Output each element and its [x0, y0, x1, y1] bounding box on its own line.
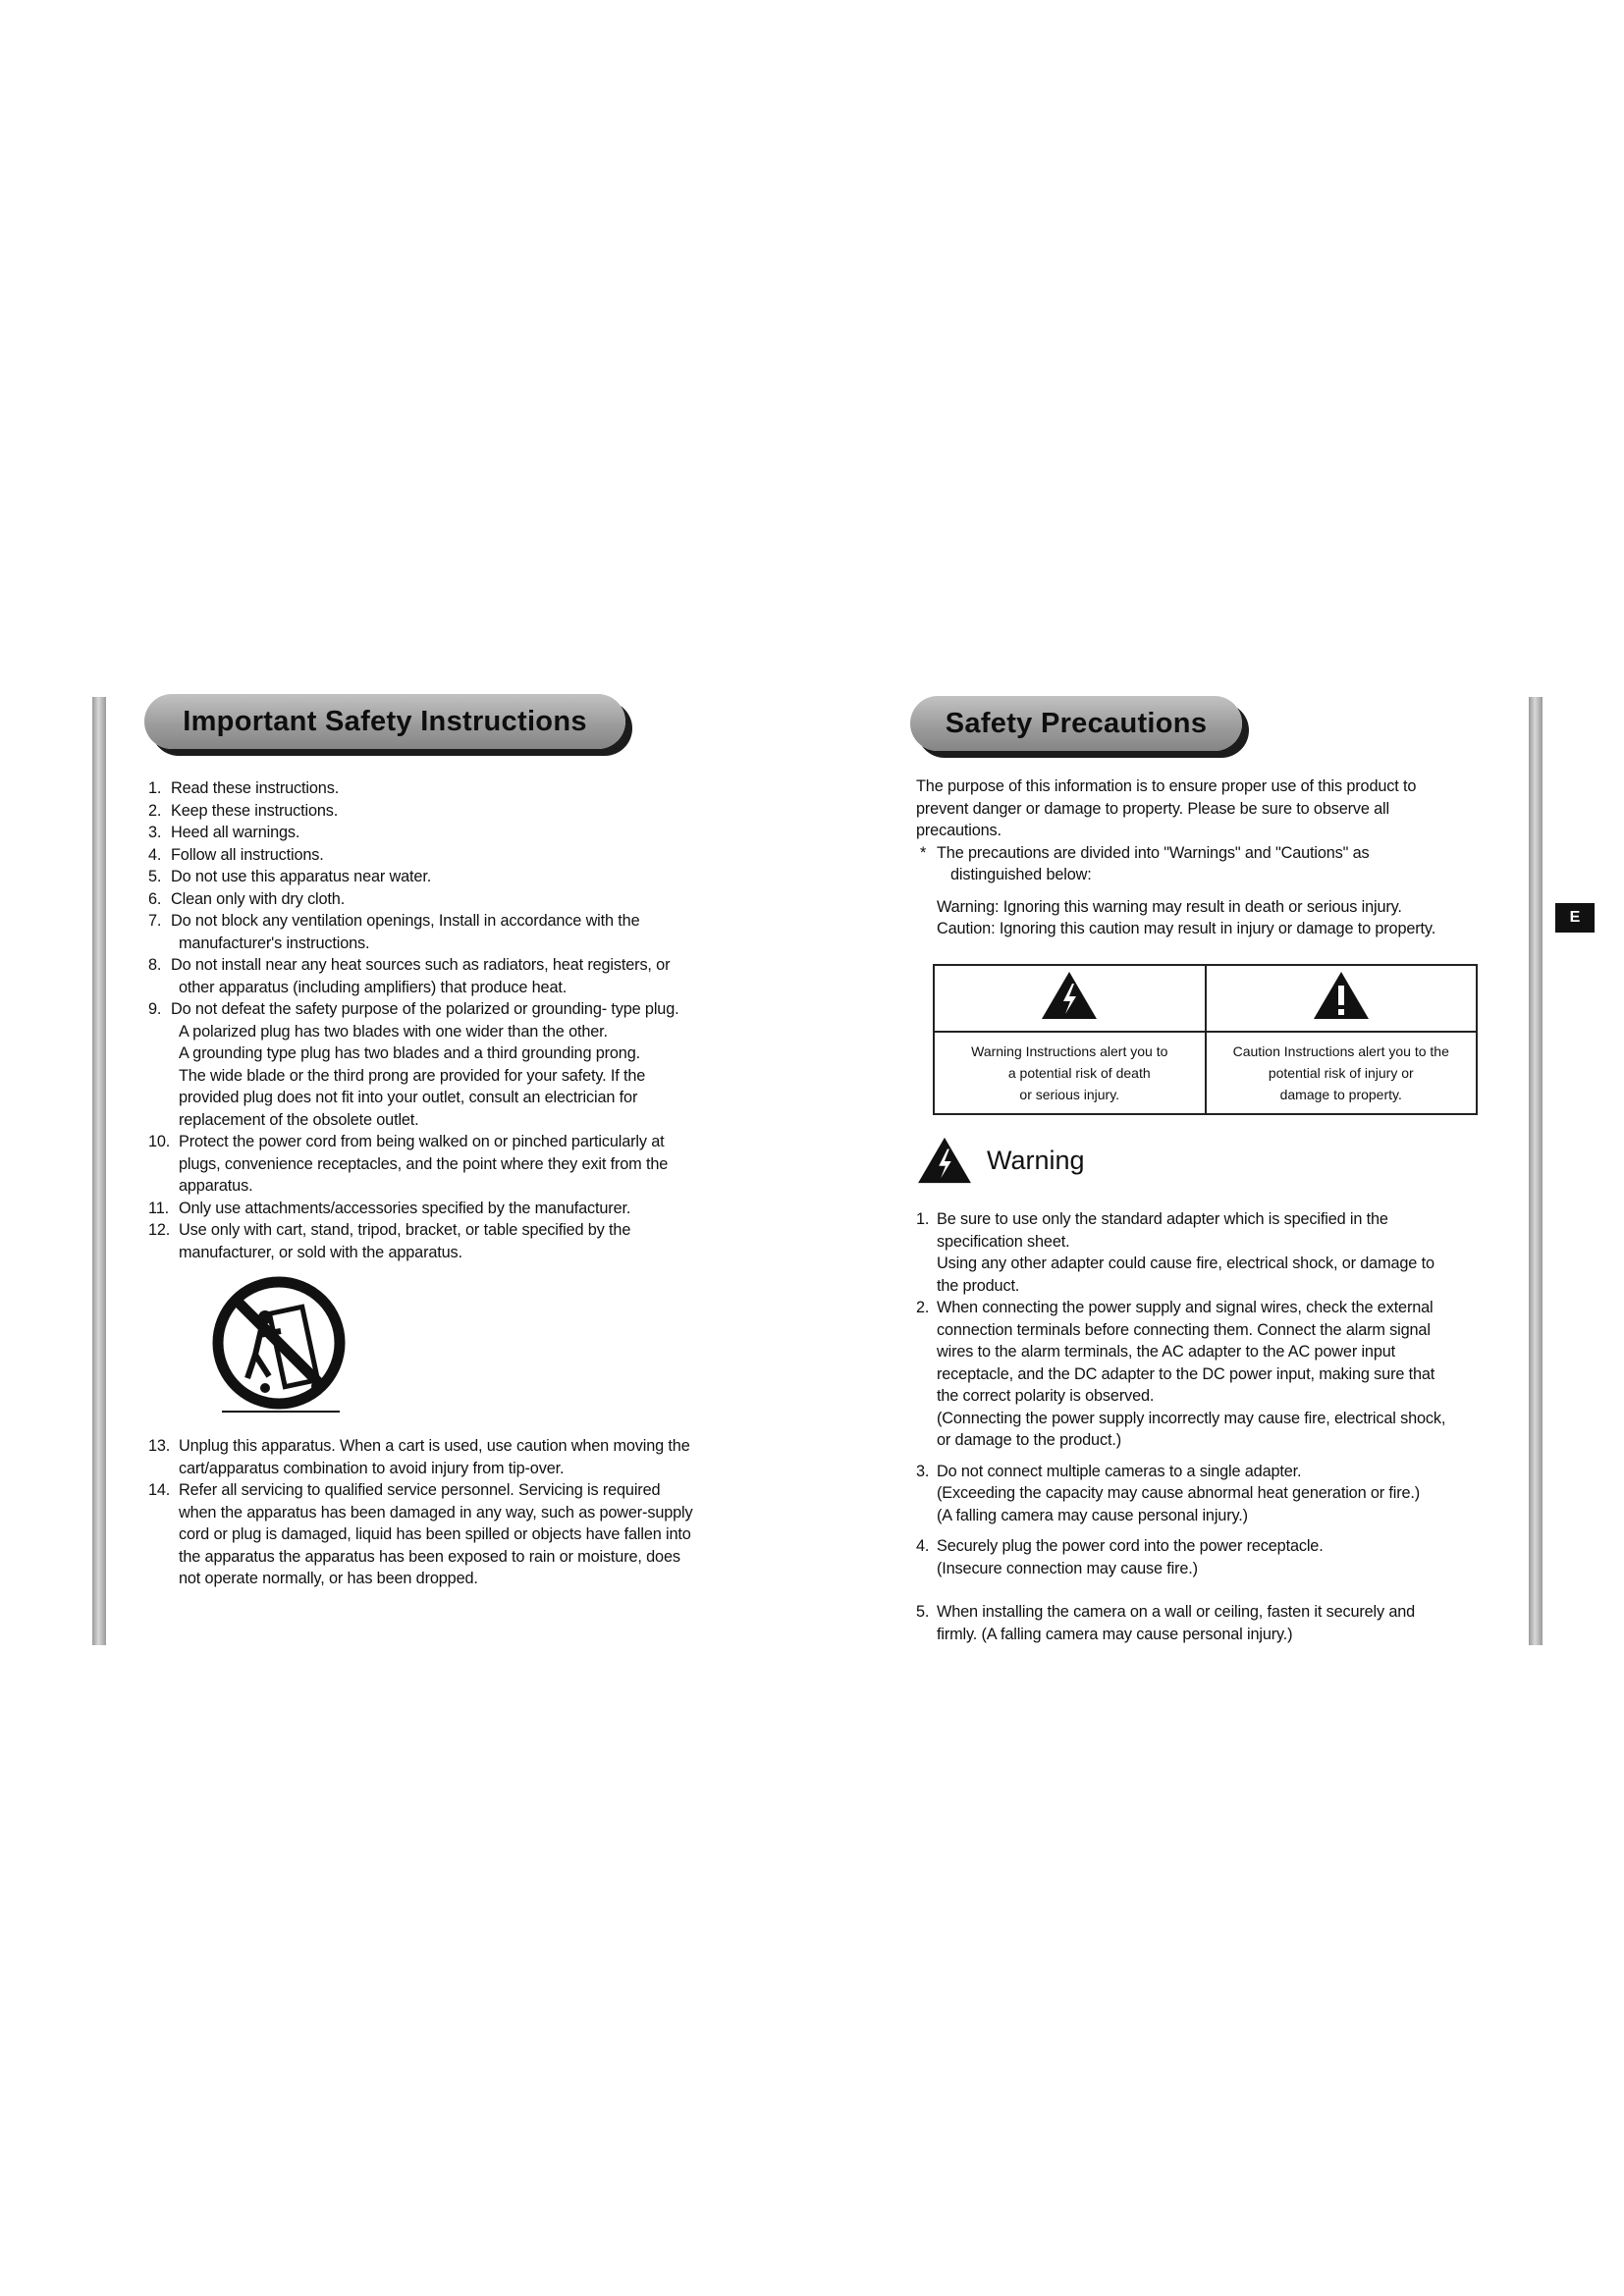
- warning-sign-cell: [934, 965, 1206, 1032]
- list-item-continuation: when the apparatus has been damaged in any way, such as power-supply: [179, 1503, 693, 1522]
- list-item: [916, 1535, 1505, 1579]
- note-asterisk: *: [920, 843, 927, 862]
- list-item-number: 4.: [148, 845, 162, 864]
- list-item-number: 1.: [148, 779, 162, 797]
- list-item-text: Be sure to use only the standard adapter which is specified in the: [937, 1210, 1388, 1228]
- list-item-number: 2.: [148, 801, 162, 820]
- list-item-number: 5.: [148, 868, 162, 885]
- list-item: [148, 800, 737, 823]
- intro-line: The purpose of this information is to ensure proper use of this product to: [916, 777, 1417, 795]
- list-item-text: (Connecting the power supply incorrectly may cause fire, electrical shock,: [937, 1409, 1446, 1427]
- list-item-number: 11.: [148, 1199, 169, 1217]
- list-item-text: Do not install near any heat sources such as radiators, heat registers, or: [171, 956, 671, 974]
- list-item: [916, 1461, 1505, 1527]
- list-item-text: connection terminals before connecting them. Connect the alarm signal: [937, 1320, 1431, 1339]
- note-line: distinguished below:: [950, 866, 1092, 883]
- list-item: [148, 1435, 737, 1479]
- electric-shock-warning-icon: [1040, 970, 1099, 1021]
- left-section-title: Important Safety Instructions: [144, 694, 625, 749]
- list-item: [148, 777, 737, 800]
- list-item-continuation: A grounding type plug has two blades and a third grounding prong.: [179, 1044, 640, 1062]
- list-item-text: Keep these instructions.: [171, 801, 339, 820]
- list-item-continuation: other apparatus (including amplifiers) that produce heat.: [179, 978, 568, 996]
- list-item-text: specification sheet.: [937, 1232, 1070, 1251]
- cart-tip-over-warning-icon: [208, 1276, 355, 1415]
- list-item-number: 1.: [916, 1210, 930, 1228]
- list-item-number: 6.: [148, 889, 162, 908]
- list-item-number: 5.: [916, 1603, 930, 1621]
- list-item-text: Do not block any ventilation openings, Install in accordance with the: [171, 912, 640, 930]
- list-item: [148, 822, 737, 844]
- list-item-text: When installing the camera on a wall or ceiling, fasten it securely and: [937, 1603, 1416, 1621]
- warning-list: [916, 1208, 1505, 1645]
- list-item-number: 3.: [916, 1462, 930, 1480]
- list-item-text: the product.: [937, 1276, 1020, 1295]
- list-item-text: Do not use this apparatus near water.: [171, 868, 432, 885]
- list-item-text: Securely plug the power cord into the power receptacle.: [937, 1537, 1324, 1555]
- list-item: [916, 1601, 1505, 1645]
- list-item: [148, 998, 737, 1131]
- list-item: [916, 1297, 1505, 1452]
- list-item: [916, 1208, 1505, 1297]
- intro-line: precautions.: [916, 822, 1001, 839]
- list-item-continuation: plugs, convenience receptacles, and the point where they exit from the: [179, 1154, 669, 1173]
- list-item: [148, 910, 737, 954]
- list-item-number: 14.: [148, 1481, 171, 1499]
- warning-sign-text: Warning Instructions alert you to a potential risk of death or serious injury.: [934, 1032, 1206, 1114]
- list-item: [148, 1219, 737, 1263]
- list-item: [148, 1198, 737, 1220]
- list-item-text: Follow all instructions.: [171, 845, 324, 864]
- warning-heading: [916, 1136, 1085, 1185]
- safety-instructions-list-b: [148, 1435, 737, 1590]
- intro-line: prevent danger or damage to property. Please be sure to observe all: [916, 799, 1389, 818]
- list-item: [148, 866, 737, 888]
- list-item-text: wires to the alarm terminals, the AC adapter to the AC power input: [937, 1343, 1396, 1361]
- list-item-continuation: cord or plug is damaged, liquid has been spilled or objects have fallen into: [179, 1525, 691, 1543]
- list-item-text: or damage to the product.): [937, 1431, 1121, 1449]
- safety-instructions-list-a: [148, 777, 737, 1263]
- list-item-number: 9.: [148, 1000, 162, 1018]
- list-item-text: (Insecure connection may cause fire.): [937, 1559, 1198, 1577]
- language-tab: E: [1555, 903, 1595, 933]
- list-item-text: Heed all warnings.: [171, 824, 300, 841]
- list-item-text: Use only with cart, stand, tripod, bracket, or table specified by the: [179, 1221, 631, 1239]
- list-item-continuation: cart/apparatus combination to avoid injury from tip-over.: [179, 1459, 565, 1477]
- exclamation-caution-icon: [1312, 970, 1371, 1021]
- note-line: The precautions are divided into "Warnings" and "Cautions" as: [937, 843, 1370, 862]
- list-item-continuation: A polarized plug has two blades with one wider than the other.: [179, 1022, 608, 1041]
- list-item-number: 12.: [148, 1221, 171, 1239]
- list-item-continuation: replacement of the obsolete outlet.: [179, 1110, 419, 1129]
- list-item-continuation: manufacturer's instructions.: [179, 934, 370, 952]
- list-item-text: When connecting the power supply and signal wires, check the external: [937, 1299, 1434, 1316]
- list-item-continuation: The wide blade or the third prong are provided for your safety. If the: [179, 1066, 646, 1085]
- list-item-text: Refer all servicing to qualified service personnel. Servicing is required: [179, 1481, 661, 1499]
- list-item-text: firmly. (A falling camera may cause personal injury.): [937, 1625, 1293, 1643]
- warning-caution-signs-table: [933, 964, 1478, 1115]
- list-item-number: 3.: [148, 824, 162, 841]
- electric-shock-warning-icon: [916, 1136, 973, 1185]
- list-item-number: 7.: [148, 912, 162, 930]
- list-item-text: Only use attachments/accessories specified by the manufacturer.: [179, 1199, 631, 1217]
- list-item-number: 2.: [916, 1299, 930, 1316]
- caution-sign-text: Caution Instructions alert you to the potential risk of injury or damage to property.: [1206, 1032, 1478, 1114]
- list-item-text: Protect the power cord from being walked on or pinched particularly at: [179, 1133, 665, 1150]
- list-item-number: 13.: [148, 1437, 171, 1455]
- list-item-text: the correct polarity is observed.: [937, 1387, 1155, 1405]
- list-item-text: Do not connect multiple cameras to a single adapter.: [937, 1462, 1302, 1480]
- list-item-continuation: not operate normally, or has been dropped.: [179, 1570, 478, 1587]
- left-margin-bar: [92, 697, 106, 1645]
- list-item-text: (A falling camera may cause personal injury.): [937, 1506, 1248, 1524]
- list-item-number: 4.: [916, 1537, 930, 1555]
- list-item: [148, 844, 737, 867]
- right-section-title: Safety Precautions: [910, 696, 1242, 751]
- list-item: [148, 1131, 737, 1198]
- list-item-continuation: apparatus.: [179, 1177, 253, 1195]
- right-margin-bar: [1529, 697, 1543, 1645]
- warning-heading-text: Warning: [987, 1145, 1085, 1175]
- list-item-text: (Exceeding the capacity may cause abnormal heat generation or fire.): [937, 1484, 1421, 1502]
- caution-sign-cell: [1206, 965, 1478, 1032]
- warning-definition: Warning: Ignoring this warning may result in death or serious injury.: [937, 897, 1402, 916]
- list-item: [148, 954, 737, 998]
- list-item-text: Unplug this apparatus. When a cart is used, use caution when moving the: [179, 1437, 690, 1455]
- list-item-text: Clean only with dry cloth.: [171, 889, 346, 908]
- list-item-continuation: manufacturer, or sold with the apparatus.: [179, 1243, 462, 1261]
- caution-definition: Caution: Ignoring this caution may result in injury or damage to property.: [937, 920, 1436, 937]
- list-item-continuation: the apparatus the apparatus has been exposed to rain or moisture, does: [179, 1547, 680, 1566]
- list-item: [148, 1479, 737, 1590]
- list-item-number: 8.: [148, 956, 162, 974]
- list-item-text: Do not defeat the safety purpose of the polarized or grounding- type plug.: [171, 1000, 679, 1018]
- list-item-number: 10.: [148, 1133, 171, 1150]
- list-item: [148, 888, 737, 911]
- list-item-text: Using any other adapter could cause fire, electrical shock, or damage to: [937, 1255, 1435, 1272]
- precautions-intro: [916, 775, 1505, 940]
- list-item-text: Read these instructions.: [171, 779, 340, 797]
- list-item-continuation: provided plug does not fit into your outlet, consult an electrician for: [179, 1089, 638, 1106]
- list-item-text: receptacle, and the DC adapter to the DC power input, making sure that: [937, 1364, 1435, 1383]
